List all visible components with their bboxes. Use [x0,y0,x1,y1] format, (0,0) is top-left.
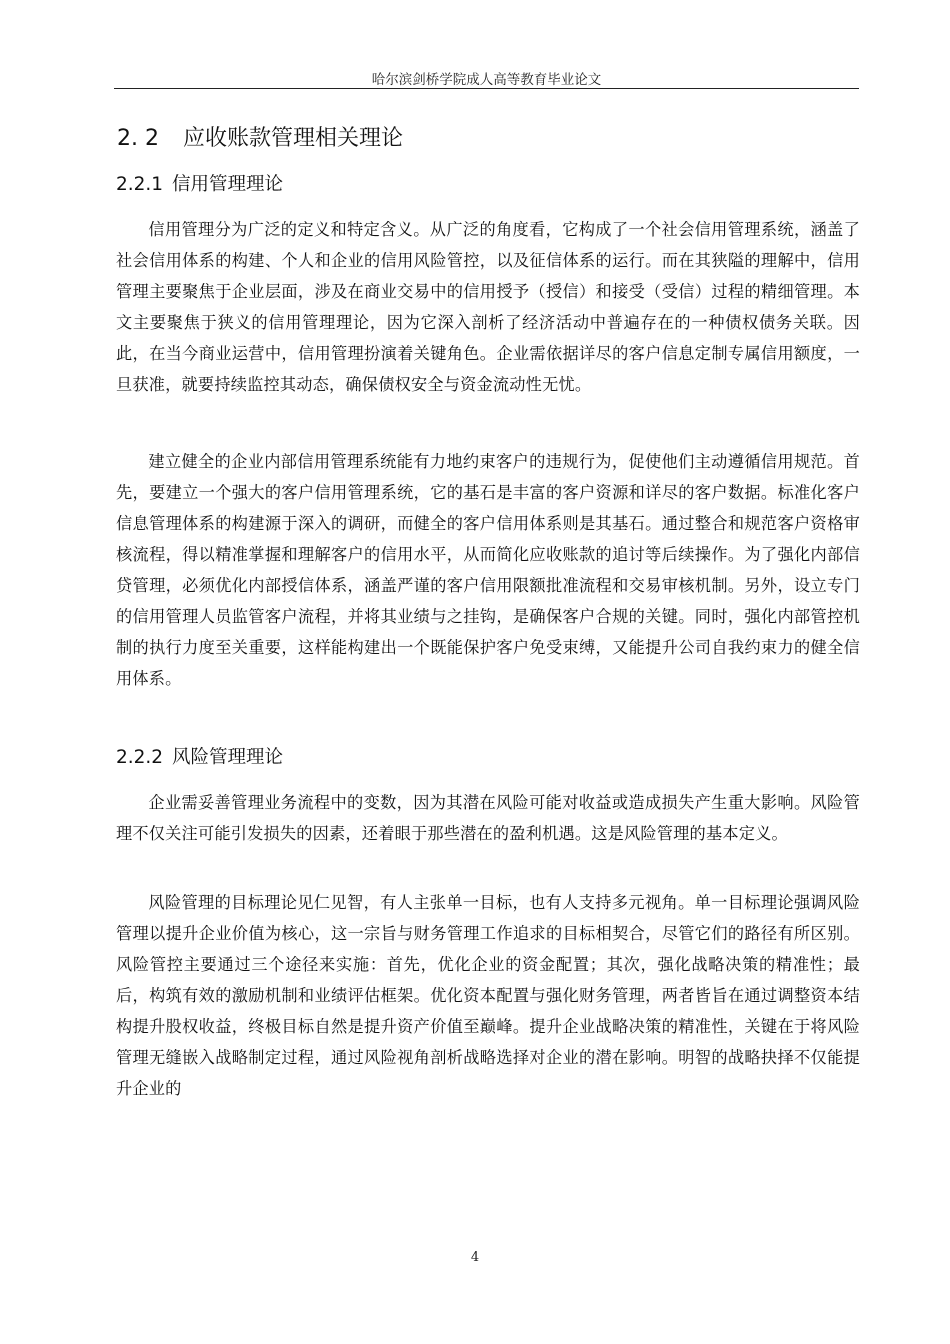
subsection-heading-credit [116,172,283,198]
subsection-title: 风险管理理论 [172,747,284,768]
body-paragraph: 建立健全的企业内部信用管理系统能有力地约束客户的违规行为，促使他们主动遵循信用规范。首先，要建立一个强大的客户信用管理系统，它的基石是丰富的客户资源和详尽的客户数据。标准化客户信息管理体系的构建源于深入的调研，而健全的客户信用体系则是其基石。通过整合和规范客户资格审核流程，得以精准掌握和理解客户的信用水平，从而简化应收账款的追讨等后续操作。为了强化内部信贷管理，必须优化内部授信体系，涵盖严谨的客户信用限额批准流程和交易审核机制。另外，设立专门的信用管理人员监管客户流程，并将其业绩与之挂钩，是确保客户合规的关键。同时，强化内部管控机制的执行力度至关重要，这样能构建出一个既能保护客户免受束缚，又能提升公司自我约束力的健全信用体系。 [116,452,860,688]
section-title: 应收账款管理相关理论 [183,126,404,151]
subsection-number: 2.2.1 [116,174,164,195]
section-number: 2. 2 [117,126,159,151]
page-number: 4 [470,1250,480,1265]
body-paragraph: 企业需妥善管理业务流程中的变数，因为其潜在风险可能对收益或造成损失产生重大影响。风险管理不仅关注可能引发损失的因素，还着眼于那些潜在的盈利机遇。这是风险管理的基本定义。 [116,793,860,843]
body-paragraph: 信用管理分为广泛的定义和特定含义。从广泛的角度看，它构成了一个社会信用管理系统，涵盖了社会信用体系的构建、个人和企业的信用风险管控，以及征信体系的运行。而在其狭隘的理解中，信用管理主要聚焦于企业层面，涉及在商业交易中的信用授予（授信）和接受（受信）过程的精细管理。本文主要聚焦于狭义的信用管理理论，因为它深入剖析了经济活动中普遍存在的一种债权债务关联。因此，在当今商业运营中，信用管理扮演着关键角色。企业需依据详尽的客户信息定制专属信用额度，一旦获准，就要持续监控其动态，确保债权安全与资金流动性无忧。 [116,220,860,394]
section-heading [117,124,403,154]
header-divider [114,88,859,89]
subsection-number: 2.2.2 [116,747,164,768]
subsection-heading-risk [116,745,283,771]
running-header: 哈尔滨剑桥学院成人高等教育毕业论文 [371,72,602,88]
subsection-title: 信用管理理论 [172,174,284,195]
body-paragraph: 风险管理的目标理论见仁见智，有人主张单一目标，也有人支持多元视角。单一目标理论强调风险管理以提升企业价值为核心，这一宗旨与财务管理工作追求的目标相契合，尽管它们的路径有所区别。风险管控主要通过三个途径来实施：首先，优化企业的资金配置；其次，强化战略决策的精准性；最后，构筑有效的激励机制和业绩评估框架。优化资本配置与强化财务管理，两者皆旨在通过调整资本结构提升股权收益，终极目标自然是提升资产价值至巅峰。提升企业战略决策的精准性，关键在于将风险管理无缝嵌入战略制定过程，通过风险视角剖析战略选择对企业的潜在影响。明智的战略抉择不仅能提升企业的 [116,893,860,1098]
